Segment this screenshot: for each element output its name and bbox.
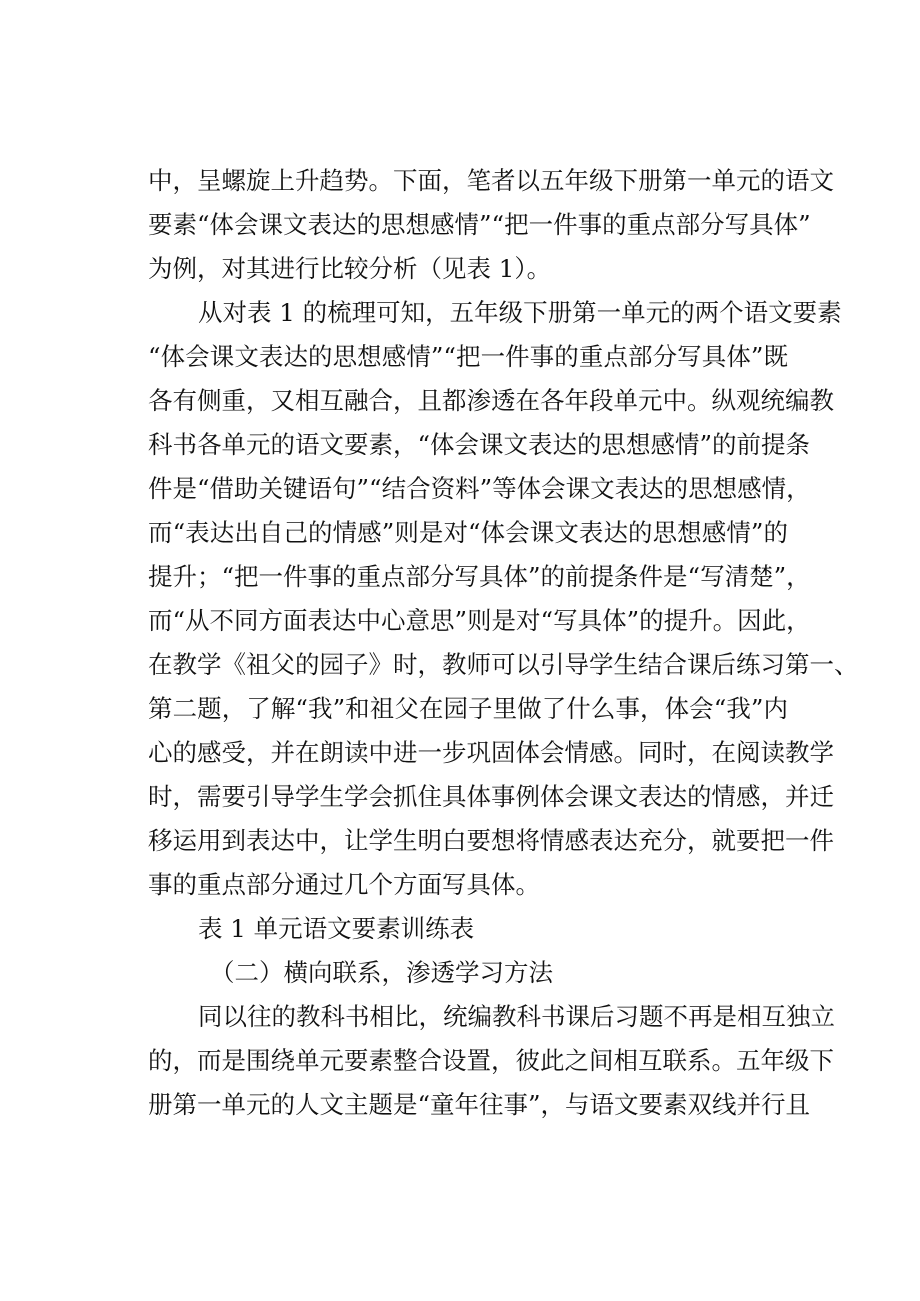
text-line-14: 心的感受，并在朗读中进一步巩固体会情感。同时，在阅读教学 <box>148 738 834 767</box>
text-line-12: 在教学《祖父的园子》时，教师可以引导学生结合课后练习第一、 <box>148 650 859 679</box>
text-line-1: 中，呈螺旋上升趋势。下面，笔者以五年级下册第一单元的语文 <box>148 166 834 195</box>
text-line-18: 同以往的教科书相比，统编教科书课后习题不再是相互独立 <box>198 1002 835 1031</box>
text-line-8: 件是“借助关键语句”“结合资料”等体会课文表达的思想感情， <box>148 474 811 503</box>
section-heading: （二）横向联系，渗透学习方法 <box>210 958 553 987</box>
text-line-20: 册第一单元的人文主题是“童年往事”，与语文要素双线并行且 <box>148 1090 811 1119</box>
text-line-6: 各有侧重，又相互融合，且都渗透在各年段单元中。纵观统编教 <box>148 386 834 415</box>
text-line-15: 时，需要引导学生学会抓住具体事例体会课文表达的情感，并迁 <box>148 782 834 811</box>
text-line-17: 事的重点部分通过几个方面写具体。 <box>148 870 540 899</box>
table-caption: 表 1 单元语文要素训练表 <box>198 914 475 943</box>
text-line-13: 第二题，了解“我”和祖父在园子里做了什么事，体会“我”内 <box>148 694 788 723</box>
text-line-5: “体会课文表达的思想感情”“把一件事的重点部分写具体”既 <box>148 342 788 371</box>
text-line-11: 而“从不同方面表达中心意思”则是对“写具体”的提升。因此， <box>148 606 811 635</box>
text-line-2: 要素“体会课文表达的思想感情”“把一件事的重点部分写具体” <box>148 210 811 239</box>
text-line-4: 从对表 1 的梳理可知，五年级下册第一单元的两个语文要素 <box>198 298 842 327</box>
text-line-7: 科书各单元的语文要素，“体会课文表达的思想感情”的前提条 <box>148 430 811 459</box>
text-line-10: 提升；“把一件事的重点部分写具体”的前提条件是“写清楚”， <box>148 562 811 591</box>
text-line-3: 为例，对其进行比较分析（见表 1）。 <box>148 254 552 283</box>
text-line-9: 而“表达出自己的情感”则是对“体会课文表达的思想感情”的 <box>148 518 788 547</box>
text-line-16: 移运用到表达中，让学生明白要想将情感表达充分，就要把一件 <box>148 826 834 855</box>
text-line-19: 的，而是围绕单元要素整合设置，彼此之间相互联系。五年级下 <box>148 1046 834 1075</box>
